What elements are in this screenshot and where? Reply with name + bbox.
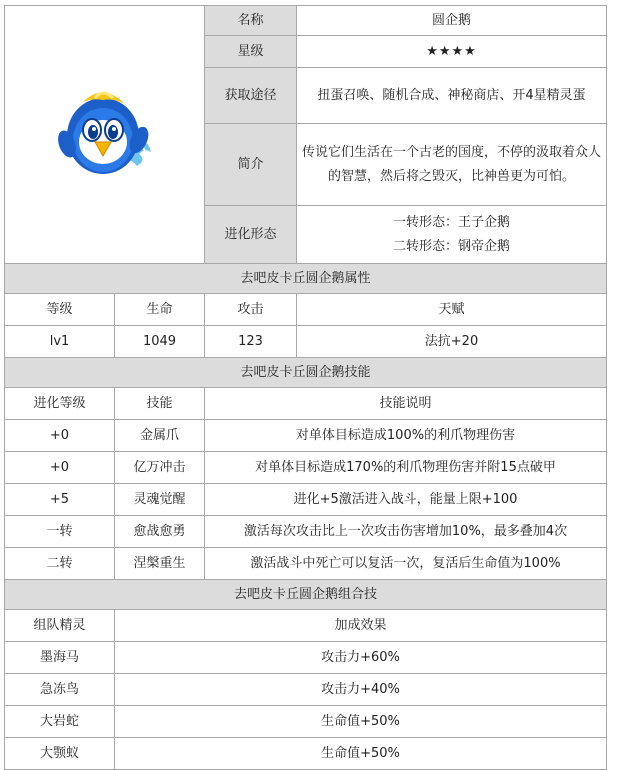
table-row	[5, 420, 607, 452]
skill-evo: +5	[5, 484, 115, 516]
star-value: ★★★★	[297, 36, 607, 68]
attr-hp: 1049	[115, 326, 205, 358]
table-row	[5, 706, 607, 738]
attr-attack: 123	[205, 326, 297, 358]
table-row	[5, 484, 607, 516]
skill-desc: 激活每次攻击比上一次攻击伤害增加10%，最多叠加4次	[205, 516, 607, 548]
table-row	[5, 642, 607, 674]
table-row	[5, 452, 607, 484]
skill-evo: 一转	[5, 516, 115, 548]
combo-effect: 攻击力+40%	[115, 674, 607, 706]
skill-desc: 激活战斗中死亡可以复活一次，复活后生命值为100%	[205, 548, 607, 580]
skill-evo: 二转	[5, 548, 115, 580]
combo-effect: 生命值+50%	[115, 706, 607, 738]
skill-header-desc: 技能说明	[205, 388, 607, 420]
combo-partner: 墨海马	[5, 642, 115, 674]
attr-level: lv1	[5, 326, 115, 358]
evolution-label: 进化形态	[205, 206, 297, 264]
evolution-second: 二转形态：钢帝企鹅	[392, 238, 510, 254]
attr-header-attack: 攻击	[205, 294, 297, 326]
combo-partner: 急冻鸟	[5, 674, 115, 706]
intro-value: 传说它们生活在一个古老的国度，不停的汲取着众人的智慧，然后将之毁灭，比神兽更为可怕。	[297, 124, 607, 206]
skill-name: 亿万冲击	[115, 452, 205, 484]
combo-effect: 生命值+50%	[115, 738, 607, 770]
skill-name: 金属爪	[115, 420, 205, 452]
skill-desc: 对单体目标造成170%的利爪物理伤害并附15点破甲	[205, 452, 607, 484]
skill-name: 愈战愈勇	[115, 516, 205, 548]
pokemon-info-table	[4, 5, 607, 770]
attributes-section-title: 去吧皮卡丘圆企鹅属性	[5, 264, 607, 294]
name-value: 圆企鹅	[297, 6, 607, 36]
table-row	[5, 548, 607, 580]
source-value: 扭蛋召唤、随机合成、神秘商店、开4星精灵蛋	[297, 68, 607, 124]
skill-header-name: 技能	[115, 388, 205, 420]
skill-name: 灵魂觉醒	[115, 484, 205, 516]
combo-partner: 大岩蛇	[5, 706, 115, 738]
table-row	[5, 674, 607, 706]
evolution-first: 一转形态：王子企鹅	[392, 214, 510, 230]
source-label: 获取途径	[205, 68, 297, 124]
evolution-value	[297, 206, 607, 264]
combo-effect: 攻击力+60%	[115, 642, 607, 674]
star-label: 星级	[205, 36, 297, 68]
combo-header-effect: 加成效果	[115, 610, 607, 642]
skills-section-title: 去吧皮卡丘圆企鹅技能	[5, 358, 607, 388]
skill-desc: 进化+5激活进入战斗，能量上限+100	[205, 484, 607, 516]
table-row	[5, 516, 607, 548]
intro-label: 简介	[205, 124, 297, 206]
skill-evo: +0	[5, 420, 115, 452]
combos-section-title: 去吧皮卡丘圆企鹅组合技	[5, 580, 607, 610]
skill-desc: 对单体目标造成100%的利爪物理伤害	[205, 420, 607, 452]
attr-talent: 法抗+20	[297, 326, 607, 358]
skill-header-evo: 进化等级	[5, 388, 115, 420]
pokemon-image-cell	[5, 6, 205, 264]
name-label: 名称	[205, 6, 297, 36]
penguin-image	[53, 80, 157, 180]
attr-header-hp: 生命	[115, 294, 205, 326]
combo-header-partner: 组队精灵	[5, 610, 115, 642]
combo-partner: 大颚蚁	[5, 738, 115, 770]
attr-header-level: 等级	[5, 294, 115, 326]
attr-header-talent: 天赋	[297, 294, 607, 326]
skill-name: 涅槃重生	[115, 548, 205, 580]
skill-evo: +0	[5, 452, 115, 484]
